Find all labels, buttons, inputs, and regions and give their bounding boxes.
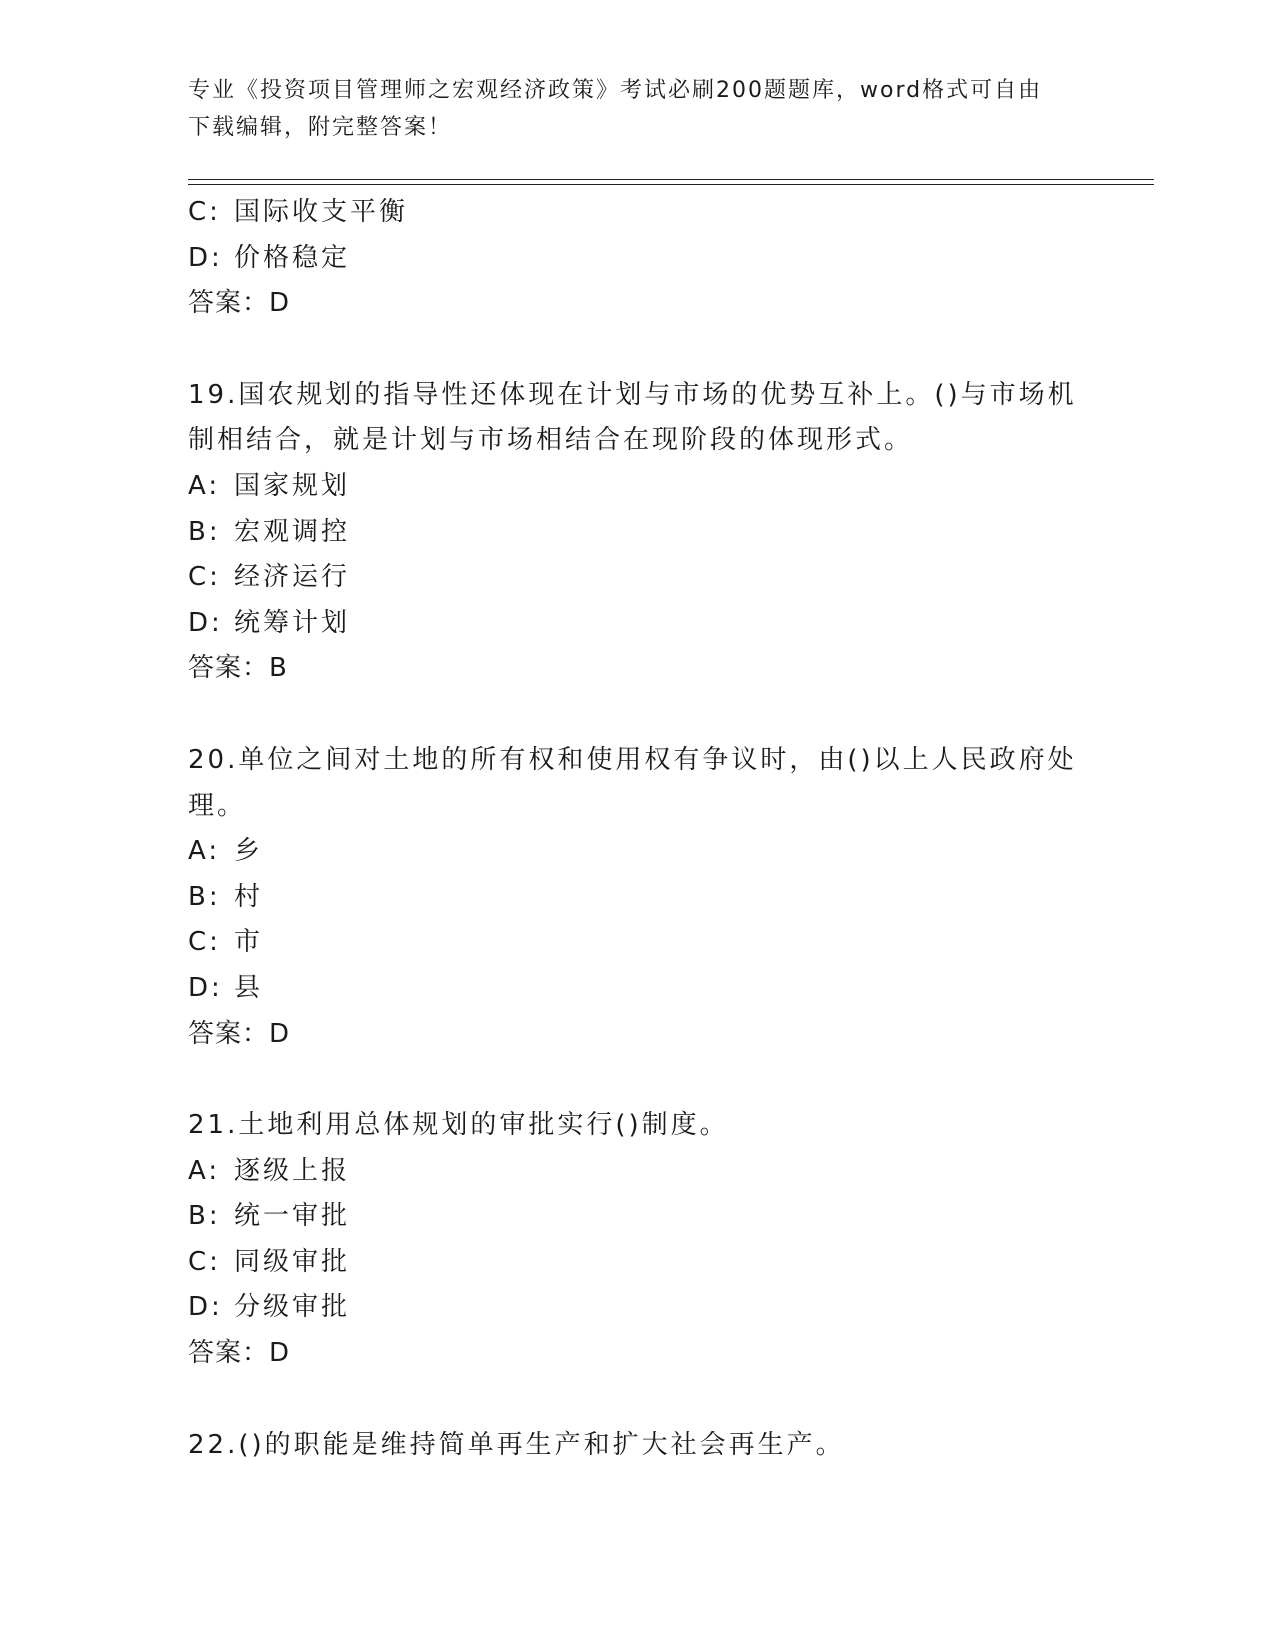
option-letter: B:	[188, 516, 221, 547]
option-letter: C:	[188, 1246, 221, 1277]
option-letter: C:	[188, 197, 221, 227]
option-letter: C:	[188, 562, 221, 593]
question-stem-continued: 制相结合，就是计划与市场相结合在现阶段的体现形式。	[188, 425, 914, 456]
option-text: 分级审批	[234, 1292, 351, 1323]
question-22	[188, 1423, 1088, 1469]
option-letter: A:	[188, 1155, 221, 1186]
option-letter: D:	[188, 1292, 223, 1323]
option-a	[188, 829, 1088, 875]
option-text: 宏观调控	[234, 516, 351, 547]
question-content	[188, 190, 1088, 1468]
question-21	[188, 1103, 1088, 1377]
option-text: 乡	[234, 836, 264, 867]
option-d	[188, 236, 1088, 282]
option-b	[188, 510, 1088, 556]
option-text: 统筹计划	[234, 607, 351, 638]
option-letter: D:	[188, 242, 223, 273]
option-c	[188, 1240, 1088, 1286]
carryover-block	[188, 190, 1088, 327]
option-text: 市	[234, 927, 264, 958]
header-line-1: 专业《投资项目管理师之宏观经济政策》考试必刷200题题库，word格式可自由	[188, 78, 1043, 103]
option-text: 价格稳定	[234, 242, 351, 273]
option-c	[188, 190, 1088, 236]
option-b	[188, 1194, 1088, 1240]
option-text: 逐级上报	[234, 1155, 351, 1186]
header-line-2: 下载编辑，附完整答案！	[188, 115, 453, 140]
option-text: 经济运行	[234, 562, 351, 593]
answer-line: 答案：D	[188, 1018, 291, 1049]
option-b	[188, 875, 1088, 921]
option-letter: B:	[188, 881, 221, 912]
option-c	[188, 555, 1088, 601]
option-text: 同级审批	[234, 1246, 351, 1277]
option-text: 县	[234, 972, 264, 1003]
question-stem: 22.()的职能是维持简单再生产和扩大社会再生产。	[188, 1429, 845, 1460]
question-stem: 21.土地利用总体规划的审批实行()制度。	[188, 1110, 729, 1141]
option-a	[188, 464, 1088, 510]
document-header	[188, 72, 1088, 146]
option-letter: B:	[188, 1201, 221, 1232]
question-stem: 20.单位之间对土地的所有权和使用权有争议时，由()以上人民政府处	[188, 744, 1077, 775]
option-letter: C:	[188, 927, 221, 958]
option-text: 统一审批	[234, 1201, 351, 1232]
option-a	[188, 1149, 1088, 1195]
option-d	[188, 966, 1088, 1012]
header-divider	[188, 179, 1154, 185]
option-letter: A:	[188, 470, 221, 501]
question-stem-continued: 理。	[188, 790, 247, 821]
option-letter: D:	[188, 972, 223, 1003]
option-text: 国际收支平衡	[234, 197, 409, 227]
question-stem: 19.国农规划的指导性还体现在计划与市场的优势互补上。()与市场机	[188, 379, 1077, 410]
answer-line: 答案：D	[188, 1338, 291, 1369]
question-20	[188, 738, 1088, 1057]
option-d	[188, 601, 1088, 647]
option-letter: A:	[188, 836, 221, 867]
option-c	[188, 920, 1088, 966]
option-text: 国家规划	[234, 470, 351, 501]
option-d	[188, 1285, 1088, 1331]
option-letter: D:	[188, 607, 223, 638]
answer-line: 答案：D	[188, 288, 291, 319]
question-19	[188, 373, 1088, 692]
answer-line: 答案：B	[188, 653, 288, 684]
option-text: 村	[234, 881, 264, 912]
